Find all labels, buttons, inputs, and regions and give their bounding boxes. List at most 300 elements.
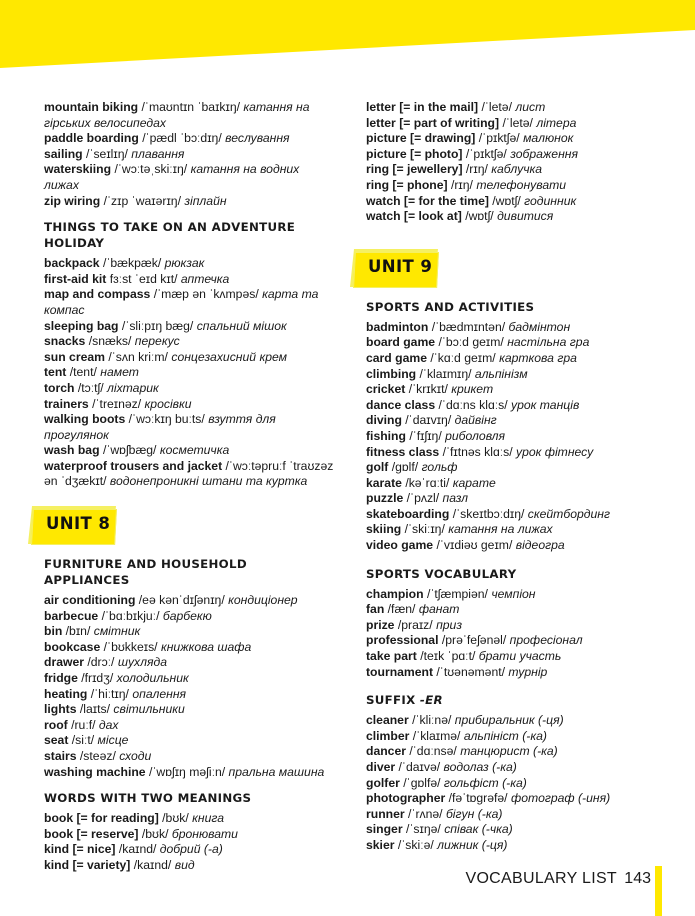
section-heading-furniture: FURNITURE AND HOUSEHOLD APPLIANCES [44,557,247,588]
entry-translation: кросівки [144,396,192,411]
entry-word: seat [44,733,69,748]
entry-pronunciation: /ˈrʌnə/ [408,806,443,821]
entry-word: heating [44,686,88,701]
entry-translation: співак (-чка) [444,822,513,837]
entry-translation: лижник (-ця) [437,837,508,852]
vocab-entry [366,729,666,745]
entry-pronunciation: /rɪŋ/ [450,177,473,192]
entry-pronunciation: /tent/ [69,365,97,380]
entry-pronunciation: /ˈfɪtnəs klɑːs/ [442,444,513,459]
entry-pronunciation: /ˈpʌzl/ [406,491,440,506]
entry-translation: катання на гірських велосипедах [44,100,310,130]
entry-translation: скейтбординг [527,506,610,521]
vocab-entry [366,665,666,681]
entry-pronunciation: /rɪŋ/ [465,162,488,177]
vocab-entry [366,367,666,383]
vocab-entry [366,744,666,760]
entry-translation: опалення [132,686,187,701]
entry-word: fishing [366,428,406,443]
vocab-entry [44,827,334,843]
vocab-entry [44,162,334,193]
entry-word: skateboarding [366,506,450,521]
entry-word: torch [44,380,75,395]
entry-word: cricket [366,382,406,397]
entry-list [44,593,334,780]
entry-pronunciation: /drɔː/ [87,655,115,670]
entry-pronunciation: /ˈkɑːd geɪm/ [430,350,496,365]
entry-pronunciation: /ˈskiːɪŋ/ [404,522,445,537]
entry-translation: книга [192,811,225,826]
vocab-entry [366,209,666,225]
vocab-entry [44,412,334,443]
entry-pronunciation: /ˈletə/ [481,100,512,114]
entry-translation: приз [436,617,462,632]
entry-word: sleeping bag [44,318,119,333]
vocab-entry [44,702,334,718]
entry-word: drawer [44,655,84,670]
entry-word: kind [= nice] [44,842,116,857]
entry-word: paddle boarding [44,131,139,146]
vocab-entry [44,842,334,858]
entry-word: walking boots [44,412,126,427]
entry-translation: світильники [113,702,185,717]
entry-translation: веслування [225,131,290,146]
entry-word: lights [44,702,77,717]
vocab-entry [366,382,666,398]
entry-word: sun cream [44,349,105,364]
unit-8-label: UNIT 8 [46,514,111,534]
entry-translation: рюкзак [164,256,205,271]
entry-translation: катання на водних лижах [44,162,300,192]
entry-pronunciation: /bɪn/ [65,624,91,639]
entry-translation: спальний мішок [196,318,287,333]
entry-word: book [= for reading] [44,811,159,826]
entry-translation: плавання [131,146,185,161]
vocab-entry [366,491,666,507]
entry-word: letter [= part of writing] [366,115,500,130]
footer-yellow-bar [655,866,662,916]
entry-pronunciation: /laɪts/ [79,702,110,717]
entry-pronunciation: /ˈsʌn kriːm/ [108,349,168,364]
vocab-entry [44,811,334,827]
entry-translation: карта та компас [44,287,319,317]
entry-translation: пральна машина [228,764,325,779]
entry-pronunciation: /ˈklaɪmɪŋ/ [419,366,472,381]
vocab-entry [366,413,666,429]
unit-8-badge [44,506,334,548]
entry-word: karate [366,475,402,490]
entry-translation: чемпіон [491,586,536,601]
vocab-entry [366,618,666,634]
vocab-entry [44,287,334,318]
vocab-entry [366,649,666,665]
vocab-entry [366,791,666,807]
vocab-entry [366,320,666,336]
entry-pronunciation: /ˈdaɪvɪŋ/ [405,413,452,428]
entry-list [366,587,666,681]
vocab-entry [366,460,666,476]
entry-word: map and compass [44,287,151,302]
vocab-entry [44,443,334,459]
right-column [366,100,666,854]
entry-word: book [= reserve] [44,826,139,841]
entry-word: cleaner [366,713,409,728]
vocab-entry [366,178,666,194]
vocab-entry [44,194,334,210]
vocab-entry [44,718,334,734]
entry-translation: фанат [418,602,460,617]
entry-pronunciation: /ˈmaʊntɪn ˈbaɪkɪŋ/ [141,100,241,114]
vocab-entry [44,609,334,625]
entry-translation: літера [536,115,577,130]
entry-word: first-aid kit [44,271,107,286]
page-footer [0,870,651,892]
vocab-entry [44,624,334,640]
vocab-entry [44,147,334,163]
entry-word: diving [366,413,402,428]
entry-word: watch [= for the time] [366,193,489,208]
section-heading-adventure: THINGS TO TAKE ON AN ADVENTURE HOLIDAY [44,220,296,251]
entry-pronunciation: /ˈbɑːbɪkjuː/ [101,608,160,623]
entry-pronunciation: /ˈtʃæmpiən/ [426,586,488,601]
entry-translation: бронювати [171,826,238,841]
entry-pronunciation: /ˈdaɪvə/ [398,760,441,774]
entry-pronunciation: /ˈgɒlfə/ [403,775,441,790]
entry-translation: каблучка [491,162,543,177]
entry-pronunciation: /wɒtʃ/ [492,193,521,208]
entry-word: bookcase [44,639,101,654]
entry-word: badminton [366,319,429,334]
entry-translation: книжкова шафа [160,639,252,654]
entry-pronunciation: /ˈpɪktʃə/ [465,146,507,161]
vocab-entry [44,365,334,381]
entry-translation: крикет [451,382,494,397]
entry-word: take part [366,649,417,664]
entry-pronunciation: /ˈvɪdiəʊ geɪm/ [436,538,513,553]
vocab-entry [44,765,334,781]
entry-pronunciation: /frɪdʒ/ [81,671,114,686]
entry-translation: перекус [134,334,180,349]
entry-translation: телефонувати [476,177,567,192]
vocab-entry [44,459,334,490]
entry-pronunciation: /ˈskeɪtbɔːdɪŋ/ [452,506,525,521]
vocab-entry [366,194,666,210]
section-heading-two-meanings: WORDS WITH TWO MEANINGS [44,791,252,806]
entry-translation: вид [174,857,195,872]
entry-pronunciation: /ˈwɔːtəpruːf ˈtraʊzəz ən ˈdʒækɪt/ [44,458,334,489]
entry-translation: зображення [510,146,578,161]
entry-word: washing machine [44,764,146,779]
entry-word: skiing [366,522,402,537]
entry-word: sailing [44,146,83,161]
entry-pronunciation: /snæks/ [88,334,132,349]
entry-pronunciation: /kaɪnd/ [118,842,157,857]
entry-pronunciation: /ˈfɪʃɪŋ/ [409,428,442,443]
entry-word: singer [366,822,403,837]
entry-pronunciation: fɜːst ˈeɪd kɪt/ [109,271,178,286]
vocab-entry [366,116,666,132]
vocab-entry [366,713,666,729]
entry-pronunciation: /ˈkliːnə/ [412,713,452,728]
entry-pronunciation: /ˈzɪp ˈwaɪərɪŋ/ [103,193,181,208]
entry-word: backpack [44,256,100,271]
entry-pronunciation: /ˈdɑːns klɑːs/ [438,397,508,412]
entry-pronunciation: /ruːf/ [71,717,96,732]
entry-word: dancer [366,744,406,759]
entry-word: dance class [366,397,436,412]
vocab-entry [44,319,334,335]
entry-pronunciation: /siːt/ [71,733,95,748]
entry-pronunciation: /bʊk/ [162,811,189,826]
vocab-entry [44,272,334,288]
entry-pronunciation: /kaɪnd/ [133,857,172,872]
suffix-heading-text: SUFFIX [366,693,420,708]
entry-word: climbing [366,366,417,381]
entry-word: stairs [44,749,77,763]
entry-pronunciation: /praɪz/ [397,617,433,632]
vocab-entry [366,538,666,554]
footer-section-label: VOCABULARY LIST [465,870,617,887]
section-heading-suffix-er [366,692,666,708]
vocab-entry [366,776,666,792]
entry-translation: урок фітнесу [516,444,594,459]
entry-pronunciation: /ˈwɔːtəˌskiːɪŋ/ [114,162,188,177]
entry-pronunciation: /ˈbækpæk/ [102,256,162,271]
entry-pronunciation: /tɔːtʃ/ [77,380,104,395]
entry-translation: прибиральник (-ця) [454,713,564,728]
entry-translation: професіонал [509,633,583,648]
entry-word: wash bag [44,443,100,458]
entry-translation: ліхтарик [106,380,159,395]
entry-word: fitness class [366,444,440,459]
vocab-entry [366,507,666,523]
entry-word: video game [366,538,434,553]
entry-translation: лист [515,100,546,114]
vocab-entry [44,350,334,366]
entry-translation: пазл [442,491,469,506]
vocab-entry [44,593,334,609]
entry-word: bin [44,624,63,639]
entry-list [366,713,666,853]
entry-translation: риболовля [445,428,506,443]
entry-translation: танцюрист (-ка) [460,744,558,759]
vocab-entry [366,131,666,147]
entry-pronunciation: /ˈtreɪnəz/ [92,396,142,411]
entry-word: prize [366,617,395,632]
entry-word: ring [= phone] [366,177,448,192]
entry-word: champion [366,586,424,601]
entry-word: picture [= photo] [366,146,463,161]
vocab-entry [366,429,666,445]
entry-translation: місце [97,733,129,748]
entry-translation: дах [98,717,119,732]
entry-translation: настільна гра [507,335,590,350]
entry-pronunciation: /kəˈrɑːti/ [405,475,450,490]
entry-word: fan [366,602,385,617]
entry-word: climber [366,728,410,743]
entry-translation: водолаз (-ка) [443,760,517,774]
vocab-entry [44,100,334,131]
vocab-entry [44,687,334,703]
entry-word: diver [366,760,396,774]
vocab-entry [366,351,666,367]
entry-translation: карткова гра [499,350,577,365]
entry-translation: сонцезахисний крем [171,349,287,364]
entry-translation: турнір [508,664,548,679]
entry-translation: зіплайн [184,193,227,208]
entry-word: picture [= drawing] [366,131,476,146]
entry-translation: барбекю [162,608,212,623]
section-heading-sports-vocabulary: SPORTS VOCABULARY [366,566,517,581]
vocab-entry [44,334,334,350]
entry-word: golfer [366,775,400,790]
entry-word: roof [44,717,68,732]
entry-translation: відеогра [515,538,565,553]
vocab-entry [44,397,334,413]
entry-pronunciation: /ˈbɔːd geɪm/ [438,335,504,350]
entry-translation: малюнок [523,131,574,146]
entry-translation: кондиціонер [228,593,298,608]
suffix-heading-ending: -ER [419,693,443,708]
entry-translation: фотограф (-иня) [510,791,611,806]
entry-pronunciation: /wɒtʃ/ [465,209,494,224]
vocab-entry [44,131,334,147]
entry-pronunciation: /ˈwɒʃɪŋ məʃiːn/ [148,764,226,779]
entry-translation: добрий (-а) [159,842,223,857]
entry-translation: аптечка [180,271,230,286]
entry-translation: взуття для прогулянок [44,412,276,442]
entry-pronunciation: /ˈdɑːnsə/ [409,744,457,759]
entry-pronunciation: /ˈtʊənəmənt/ [436,664,505,679]
entry-word: zip wiring [44,193,101,208]
unit-9-label: UNIT 9 [368,256,433,276]
entry-word: barbecue [44,608,99,623]
entry-translation: гольф [421,460,458,475]
entry-word: tent [44,365,67,380]
entry-word: runner [366,806,405,821]
entry-word: watch [= look at] [366,209,462,224]
entry-pronunciation: /ˈbædmɪntən/ [431,319,506,334]
entry-word: photographer [366,791,446,806]
unit-9-badge [366,249,666,291]
entry-translation: годинник [524,193,577,208]
entry-translation: водонепроникні штани та куртка [109,474,308,489]
entry-word: tournament [366,664,434,679]
vocab-entry [44,381,334,397]
vocab-entry [366,335,666,351]
entry-pronunciation: /ˈpædl ˈbɔːdɪŋ/ [142,131,222,146]
vocab-entry [44,733,334,749]
entry-pronunciation: /ˈmæp ən ˈkʌmpəs/ [153,287,259,302]
entry-translation: косметичка [159,443,230,458]
vocab-entry [44,671,334,687]
entry-word: ring [= jewellery] [366,162,463,177]
entry-list [44,256,334,490]
entry-translation: бігун (-ка) [445,806,503,821]
entry-pronunciation: /prəˈfeʃənəl/ [441,633,507,648]
entry-list [366,320,666,554]
entry-word: waterskiing [44,162,112,177]
vocab-entry [366,162,666,178]
entry-list [366,100,666,225]
section-heading-sports: SPORTS AND ACTIVITIES [366,299,535,314]
entry-translation: катання на лижах [448,522,553,537]
entry-translation: урок танців [510,397,580,412]
entry-word: waterproof trousers and jacket [44,458,223,473]
entry-translation: смітник [93,624,141,639]
entry-translation: бадмінтон [508,319,571,334]
vocab-entry [366,100,666,116]
entry-pronunciation: /ˈseɪlɪŋ/ [86,146,128,161]
vocab-entry [44,655,334,671]
entry-pronunciation: /ˈsliːpɪŋ bæg/ [121,318,194,333]
entry-translation: сходи [119,749,152,763]
left-column [44,100,334,874]
entry-pronunciation: /fæn/ [387,602,416,617]
entry-pronunciation: /ˈsɪŋə/ [405,822,441,837]
vocab-entry [366,633,666,649]
entry-word: skier [366,837,395,852]
entry-pronunciation: /ˈwɒʃbæg/ [102,443,157,458]
vocab-entry [366,522,666,538]
entry-pronunciation: /ˈletə/ [502,115,533,130]
vocab-entry [366,398,666,414]
vocab-entry [366,476,666,492]
entry-pronunciation: /gɒlf/ [391,460,419,475]
entry-word: snacks [44,334,86,349]
entry-translation: холодильник [116,671,189,686]
entry-pronunciation: /eə kənˈdɪʃənɪŋ/ [138,593,225,608]
entry-word: letter [= in the mail] [366,100,479,114]
page-number: 143 [624,870,651,887]
entry-translation: гольфіст (-ка) [443,775,527,790]
entry-pronunciation: /teɪk ˈpɑːt/ [420,649,476,664]
entry-pronunciation: /steəz/ [79,749,116,763]
entry-word: card game [366,350,427,365]
entry-word: professional [366,633,439,648]
entry-word: board game [366,335,436,350]
vocab-entry [366,760,666,776]
vocab-entry [44,256,334,272]
vocab-entry [366,602,666,618]
entry-translation: дайвінг [454,413,497,428]
vocab-entry [366,807,666,823]
entry-word: mountain biking [44,100,139,114]
entry-translation: брати участь [478,649,562,664]
entry-word: golf [366,460,389,475]
entry-word: trainers [44,396,89,411]
entry-word: fridge [44,671,78,686]
entry-list [44,100,334,209]
entry-pronunciation: /ˈklaɪmə/ [412,728,461,743]
entry-translation: альпініст (-ка) [463,728,547,743]
vocab-entry [366,587,666,603]
entry-pronunciation: /fəˈtɒgrəfə/ [448,791,508,806]
entry-translation: дивитися [497,209,554,224]
entry-pronunciation: /ˈhiːtɪŋ/ [90,686,129,701]
entry-translation: альпінізм [474,366,528,381]
vocab-entry [366,822,666,838]
entry-translation: шухляда [117,655,168,670]
vocab-entry [366,147,666,163]
vocab-entry [366,445,666,461]
entry-list [44,811,334,873]
top-yellow-band [0,0,695,70]
entry-pronunciation: /ˈskiːə/ [397,837,434,852]
entry-pronunciation: /ˈbʊkkeɪs/ [103,639,158,654]
vocab-entry [366,838,666,854]
entry-translation: намет [100,365,139,380]
